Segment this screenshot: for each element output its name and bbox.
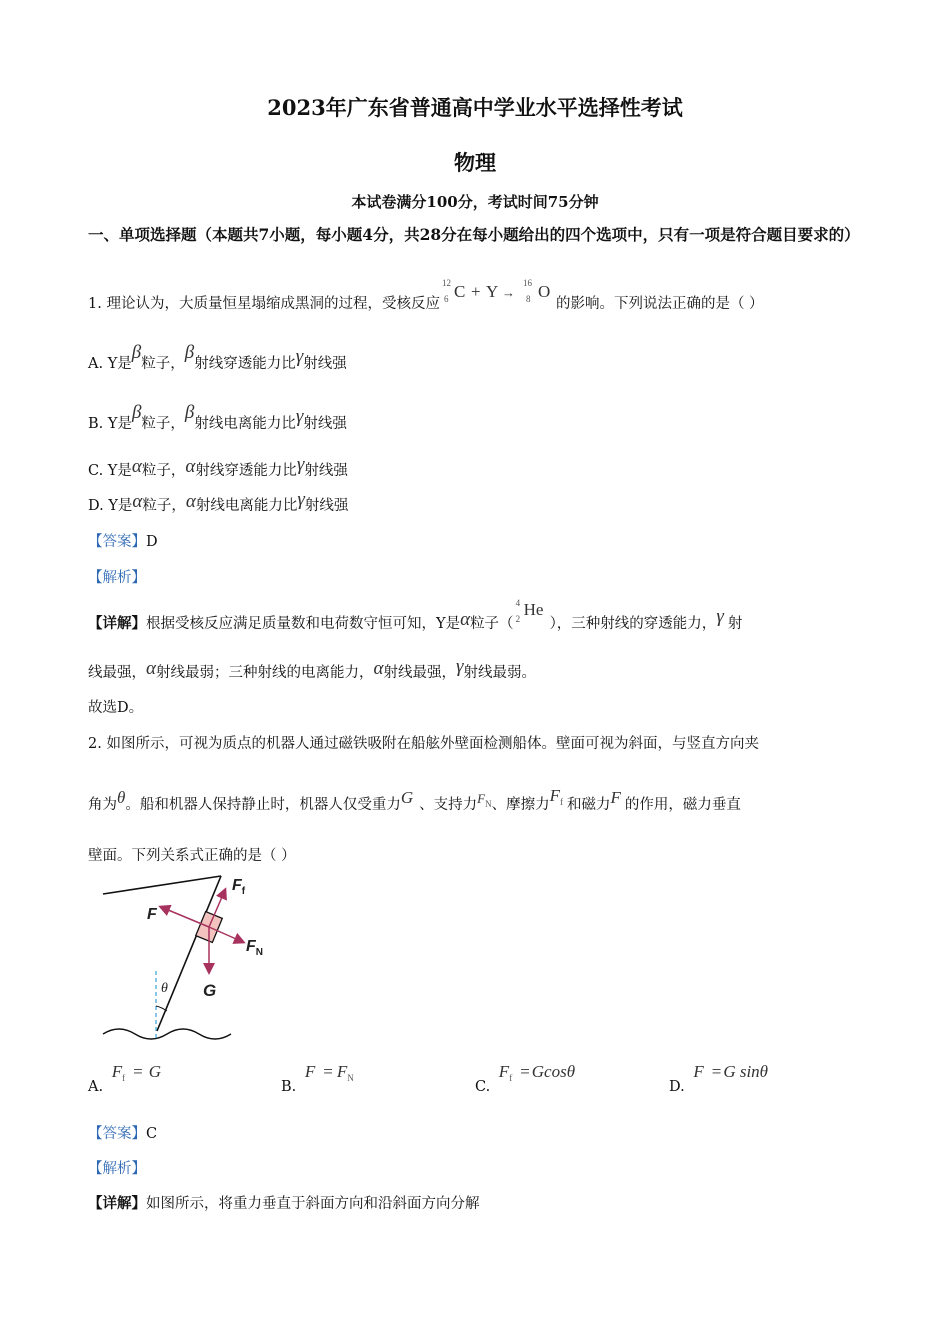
magnetic-force-symbol: F <box>610 788 621 807</box>
friction-symbol <box>550 786 563 805</box>
q1-stem-pre: 1. 理论认为，大质量恒星塌缩成黑洞的过程，受核反应 <box>88 296 440 312</box>
formula-lhs: F <box>498 1062 510 1081</box>
q2-stem-line1: 2. 如图所示，可视为质点的机器人通过磁铁吸附在船舷外壁面检测船体。壁面可视为斜面，与竖直方向夹 <box>88 736 759 752</box>
detail-text: 如图所示，将重力垂直于斜面方向和沿斜面方向分解 <box>146 1196 480 1212</box>
alpha-symbol: α <box>132 491 143 512</box>
helium-nuclide <box>514 598 550 630</box>
stem-text: 角为 <box>88 797 117 813</box>
stem-text: 的作用，磁力垂直 <box>624 797 741 813</box>
option-text: 粒子， <box>141 416 185 432</box>
force-letter: F <box>549 786 560 805</box>
stem-text: 和磁力 <box>566 797 611 813</box>
formula-eq: = <box>711 1062 722 1081</box>
force-subscript: f <box>559 797 563 807</box>
exam-info: 本试卷满分100分，考试时间75分钟 <box>351 193 599 211</box>
option-text: D. Y是 <box>88 498 133 514</box>
formula-eq: = <box>520 1062 530 1081</box>
option-formula <box>499 1062 575 1081</box>
option-text: 射线强 <box>304 463 348 479</box>
q1-option-b <box>88 402 347 434</box>
gamma-symbol: γ <box>297 489 305 510</box>
formula-eq: = <box>323 1062 333 1081</box>
option-text: 粒子， <box>141 463 186 479</box>
option-letter: D. <box>669 1079 685 1095</box>
magnetic-force-arrow <box>161 907 209 927</box>
option-letter: B. <box>281 1079 297 1095</box>
he-symbol: He <box>523 600 544 619</box>
formula-eq: = <box>133 1062 143 1081</box>
force-diagram <box>95 868 295 1053</box>
y-symbol: Y <box>485 282 499 301</box>
label-ff: $F_f$ <box>232 877 246 897</box>
detail-text: 根据受核反应满足质量数和电荷数守恒可知，Y是 <box>146 616 461 632</box>
beta-symbol: β <box>184 342 195 363</box>
gamma-symbol: γ <box>295 406 304 427</box>
page-title: 2023年广东省普通高中学业水平选择性考试 <box>267 95 683 120</box>
option-text: 粒子， <box>141 356 185 372</box>
theta-angle-arc <box>156 1006 167 1011</box>
detail-text: 线最强， <box>88 665 146 681</box>
formula-lhs: F <box>111 1062 123 1081</box>
alpha-symbol: α <box>185 456 196 477</box>
option-text: 粒子， <box>142 498 186 514</box>
q1-detail-line2 <box>88 656 536 683</box>
label-g: G <box>203 981 217 1000</box>
option-text: 射线电离能力比 <box>194 416 296 432</box>
section-heading: 一、单项选择题（本题共7小题，每小题4分，共28分在每小题给出的四个选项中，只有一项是符合题目要求的） <box>88 225 860 244</box>
option-text: 射线电离能力比 <box>195 498 298 514</box>
answer-tag: 【答案】 <box>88 534 146 550</box>
detail-text: 粒子（ <box>470 616 514 632</box>
q1-option-d <box>88 489 349 516</box>
alpha-symbol: α <box>460 609 471 630</box>
theta-symbol: θ <box>117 788 126 807</box>
nuclear-reaction <box>440 278 556 310</box>
q2-analysis-tag: 【解析】 <box>88 1161 146 1177</box>
o-mass-number: 16 <box>522 278 532 288</box>
option-letter: C. <box>475 1079 491 1095</box>
q1-analysis-tag: 【解析】 <box>88 570 146 586</box>
formula-lhs: F <box>693 1062 704 1081</box>
c-symbol: C <box>453 282 466 301</box>
subject-heading: 物理 <box>454 150 496 175</box>
stem-text: 、支持力 <box>419 797 478 813</box>
formula-lhs-sub: f <box>509 1073 513 1083</box>
arrow: → <box>501 285 515 300</box>
stem-text: 。船和机器人保持静止时，机器人仅受重力 <box>125 797 401 813</box>
water-surface <box>103 1029 231 1039</box>
ship-deck-line <box>103 876 221 894</box>
o-charge-number: 8 <box>525 294 531 304</box>
stem-text: 、摩擦力 <box>491 797 550 813</box>
formula-lhs: F <box>304 1062 316 1081</box>
beta-symbol: β <box>184 402 195 423</box>
label-fn: $F_N$ <box>246 938 264 958</box>
option-letter: A. <box>88 1079 104 1095</box>
q1-option-c <box>88 454 348 481</box>
option-text: B. Y是 <box>88 416 132 432</box>
option-text: 射线强 <box>303 356 347 372</box>
answer-value: C <box>146 1126 158 1142</box>
q2-option-c <box>475 1062 576 1095</box>
formula-rhs: G sinθ <box>723 1062 769 1081</box>
q1-stem-post: 的影响。下列说法正确的是（ ） <box>555 296 764 312</box>
c-charge-number: 6 <box>443 294 449 304</box>
force-letter: F <box>477 791 486 806</box>
q2-option-d <box>669 1062 769 1095</box>
alpha-symbol: α <box>373 658 384 679</box>
q1-conclusion: 故选D。 <box>88 700 144 716</box>
detail-text: ），三种射线的穿透能力， <box>549 616 717 632</box>
option-text: A. Y是 <box>88 356 132 372</box>
ship-wall-line <box>157 876 221 1031</box>
beta-symbol: β <box>131 342 142 363</box>
he-charge-number: 2 <box>515 614 521 624</box>
gamma-symbol: γ <box>455 656 464 677</box>
normal-force-symbol <box>477 791 492 809</box>
label-f: F <box>147 906 157 923</box>
detail-text: 射线最强， <box>383 665 456 681</box>
alpha-symbol: α <box>146 658 156 679</box>
q2-option-b <box>281 1062 354 1095</box>
q2-detail <box>88 1192 480 1213</box>
q2-stem-line3: 壁面。下列关系式正确的是（ ） <box>88 848 296 864</box>
formula-rhs: G <box>148 1062 161 1081</box>
q1-detail-line1 <box>88 598 743 634</box>
gamma-symbol: γ <box>716 606 724 627</box>
formula-lhs-sub: f <box>122 1073 126 1083</box>
gamma-symbol: γ <box>296 454 305 475</box>
q2-option-a <box>88 1062 161 1095</box>
detail-text: 射 <box>727 616 743 632</box>
gravity-symbol: G <box>400 788 414 807</box>
q1-stem <box>88 278 764 313</box>
option-formula <box>112 1062 161 1081</box>
answer-value: D <box>146 534 158 550</box>
alpha-symbol: α <box>131 456 142 477</box>
detail-text: 射线最弱；三种射线的电离能力， <box>155 665 374 681</box>
formula-rhs: F <box>336 1062 348 1081</box>
option-text: C. Y是 <box>88 463 132 479</box>
he-mass-number: 4 <box>515 598 521 608</box>
option-text: 射线穿透能力比 <box>194 356 296 372</box>
answer-tag: 【答案】 <box>88 1126 146 1142</box>
beta-symbol: β <box>131 402 142 423</box>
formula-rhs-sub: N <box>347 1073 354 1083</box>
force-subscript: N <box>485 799 492 809</box>
detail-text: 射线最弱。 <box>463 665 536 681</box>
option-formula <box>305 1062 354 1081</box>
o-symbol: O <box>537 282 551 301</box>
option-formula <box>693 1062 768 1081</box>
c-mass-number: 12 <box>441 278 451 288</box>
option-text: 射线强 <box>303 416 347 432</box>
formula-rhs: Gcosθ <box>531 1062 576 1081</box>
q2-stem-line2 <box>88 786 741 815</box>
detail-tag: 【详解】 <box>88 615 146 632</box>
q2-answer <box>88 1122 157 1143</box>
gamma-symbol: γ <box>295 346 304 367</box>
alpha-symbol: α <box>185 491 196 512</box>
plus-sign: + <box>470 282 481 301</box>
option-text: 射线穿透能力比 <box>195 463 297 479</box>
option-text: 射线强 <box>304 498 349 514</box>
detail-tag: 【详解】 <box>88 1195 146 1212</box>
q1-answer <box>88 530 158 551</box>
q1-option-a <box>88 342 347 374</box>
label-theta: θ <box>161 981 168 996</box>
